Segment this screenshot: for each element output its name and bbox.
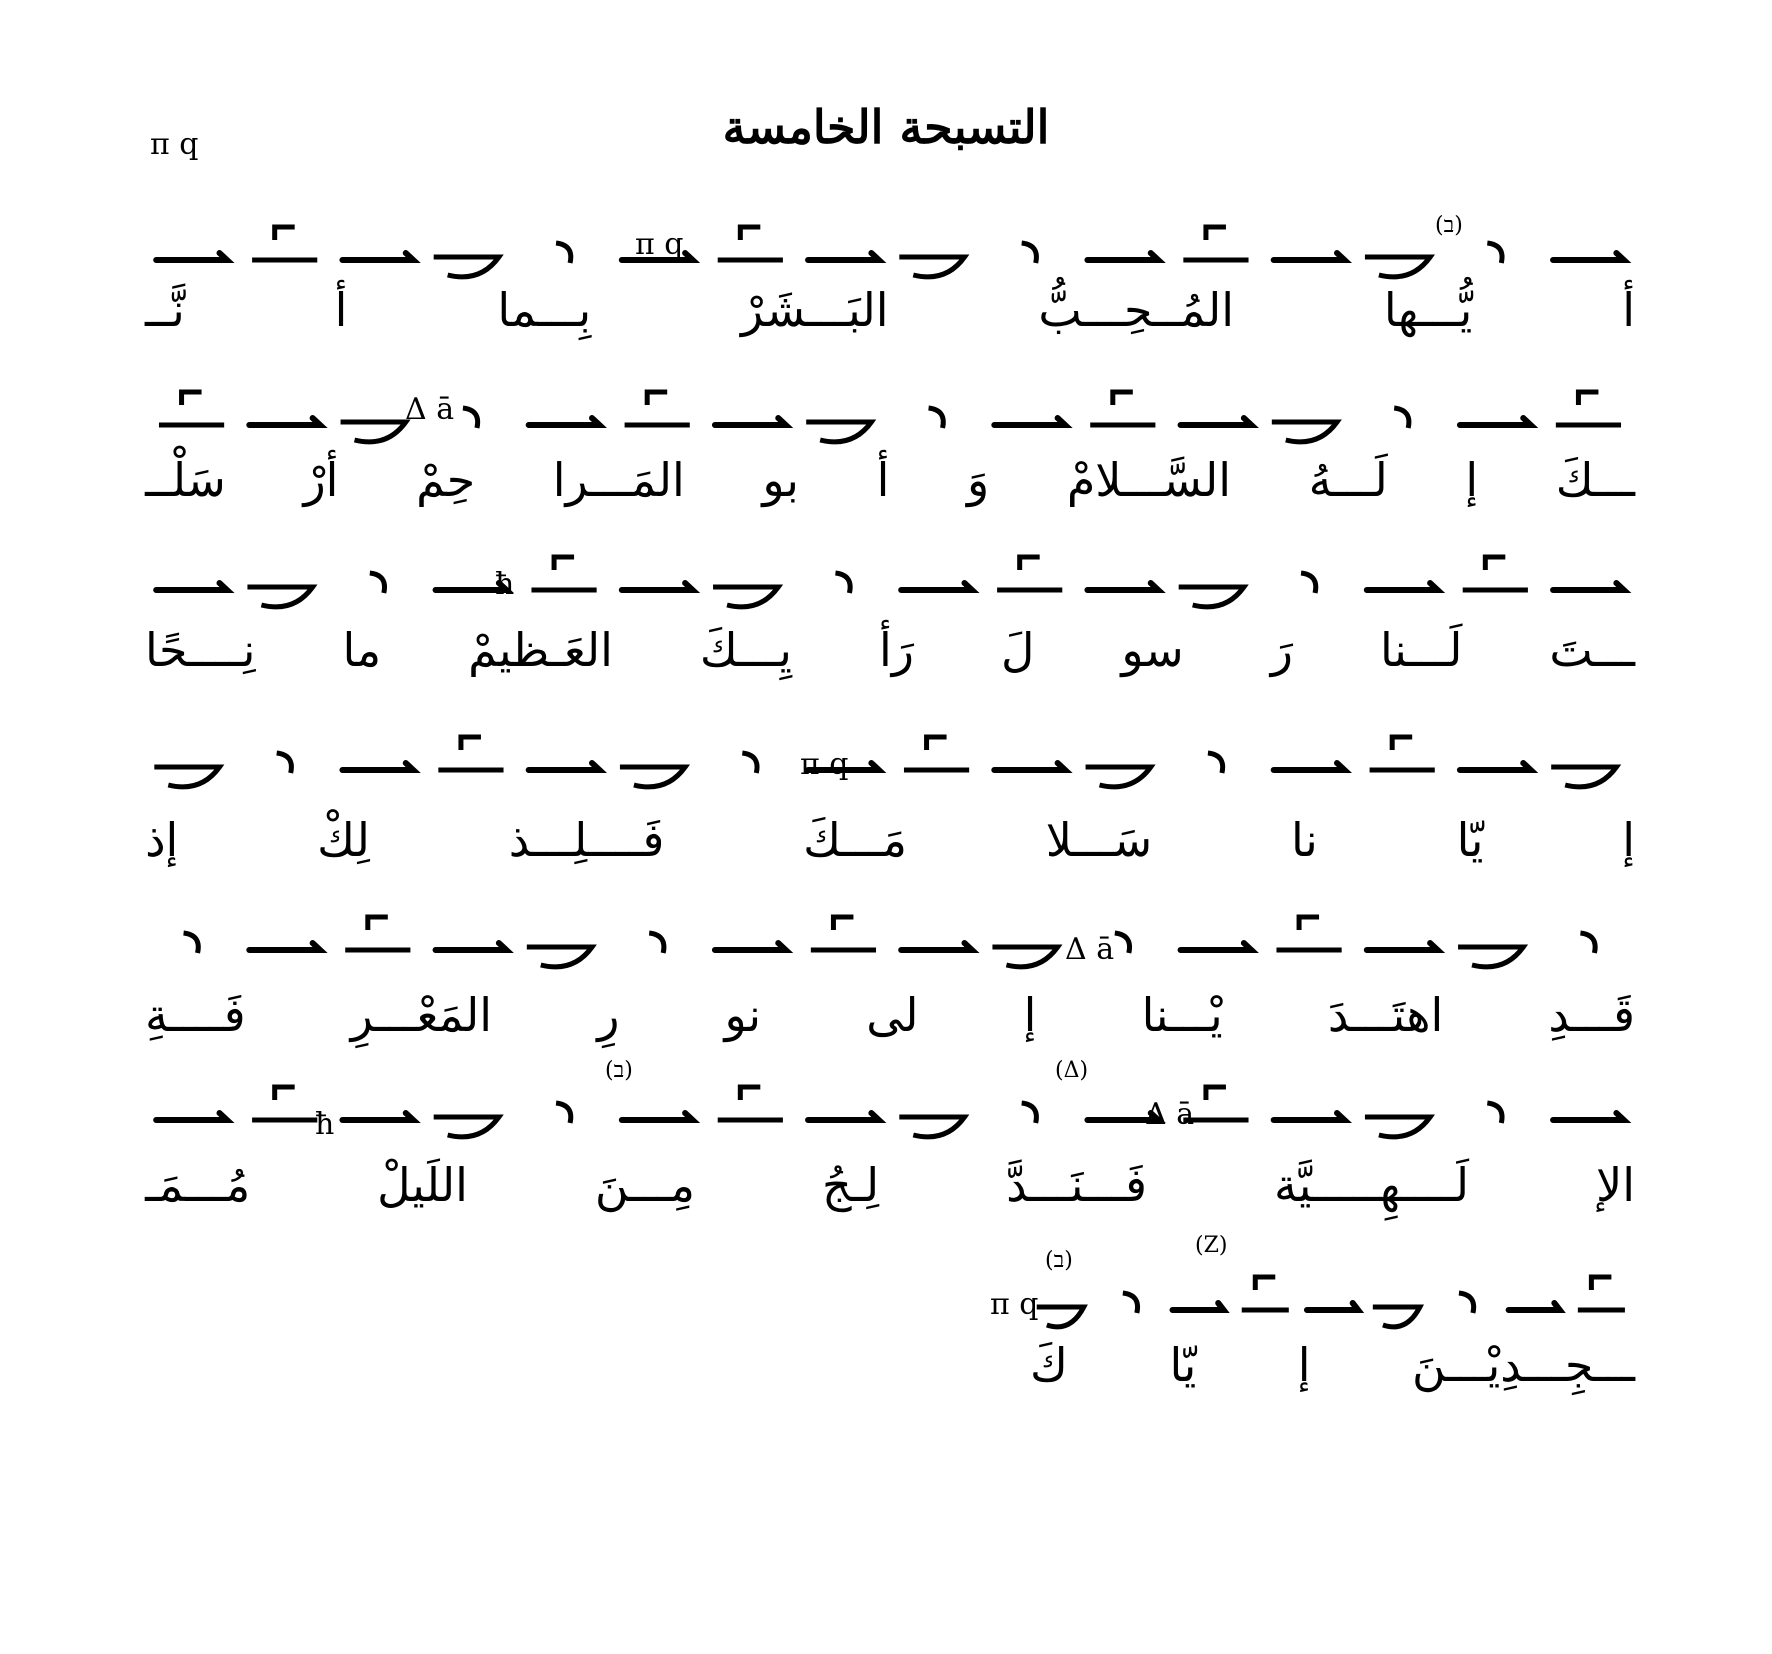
neume-glyph — [556, 1103, 571, 1123]
lyric-syllable: رِ — [597, 988, 620, 1042]
lyric-line-2 — [145, 445, 1635, 515]
lyric-syllable: المُــحِـــبُّ — [1038, 283, 1235, 337]
neume-label: (ב) — [605, 1058, 633, 1083]
lyric-line-6 — [145, 1150, 1635, 1220]
lyric-line-7 — [1030, 1330, 1635, 1400]
neume-glyph — [1274, 763, 1345, 770]
neume-glyph — [1458, 947, 1523, 967]
neume-glyph — [1487, 1103, 1502, 1123]
lyric-syllable: نِــــحًا — [145, 623, 256, 677]
martyria-mark: Δ ā — [1065, 932, 1115, 967]
lyric-syllable: يْـــنا — [1141, 988, 1223, 1042]
neume-glyph — [154, 767, 219, 787]
lyric-syllable: نا — [1291, 813, 1318, 867]
neume-glyph — [649, 933, 664, 953]
neume-glyph — [1551, 767, 1616, 787]
lyric-syllable: مُـــمَـ — [145, 1158, 251, 1212]
neume-glyph — [341, 422, 406, 442]
neume-glyph — [811, 917, 876, 950]
lyric-syllable: سَـــلا — [1045, 813, 1153, 867]
neume-line-6 — [145, 1065, 1635, 1155]
lyric-syllable: يِـــكَ — [699, 623, 792, 677]
neume-glyph — [252, 227, 317, 260]
neume-glyph — [901, 943, 972, 950]
lyric-syllable: بِـــما — [497, 283, 592, 337]
lyric-syllable: وَ — [966, 453, 990, 507]
neume-glyph — [625, 392, 690, 425]
neume-line-3 — [145, 535, 1635, 625]
lyric-syllable: السَّـــلامْ — [1066, 453, 1232, 507]
lyric-syllable: فَــــلِـــذ — [508, 813, 665, 867]
neume-glyph — [715, 943, 786, 950]
neume-glyph — [527, 947, 592, 967]
neume-glyph — [1487, 243, 1502, 263]
lyric-line-1 — [145, 275, 1635, 345]
neume-glyph — [463, 408, 478, 428]
neume-glyph — [1460, 763, 1531, 770]
lyric-syllable: حِمْ — [416, 453, 476, 507]
martyria-mark: ħ — [315, 1107, 335, 1142]
page-title: التسبحة الخامسة — [722, 100, 1050, 154]
lyric-syllable: إ — [1465, 453, 1479, 507]
neume-glyph — [622, 1113, 693, 1120]
lyric-syllable: لى — [866, 988, 919, 1042]
martyria-mark: π q — [990, 1287, 1039, 1322]
neume-glyph — [1022, 1103, 1037, 1123]
lyric-syllable: نو — [724, 988, 762, 1042]
neume-glyph — [1367, 943, 1438, 950]
lyric-syllable: ـــتَ — [1549, 623, 1635, 677]
neume-glyph — [994, 763, 1065, 770]
neume-line-4 — [145, 715, 1635, 805]
lyric-syllable: المَعْـــرِ — [350, 988, 493, 1042]
neume-glyph — [997, 557, 1062, 590]
lyric-syllable: يّا — [1456, 813, 1484, 867]
neume-glyph — [438, 737, 503, 770]
neume-glyph — [1037, 1307, 1084, 1327]
lyric-syllable: لَــــهِـــــيَّة — [1273, 1158, 1470, 1212]
neume-glyph — [620, 767, 685, 787]
neume-glyph — [713, 587, 778, 607]
neume-glyph — [1173, 1303, 1224, 1310]
neume-glyph — [1115, 933, 1130, 953]
lyric-syllable: مِـــنَ — [594, 1158, 695, 1212]
neume-line-5 — [145, 895, 1635, 985]
lyric-syllable: لِـجُ — [821, 1158, 880, 1212]
neume-glyph — [1553, 583, 1624, 590]
neume-glyph — [904, 737, 969, 770]
neume-glyph — [529, 418, 600, 425]
neume-glyph — [434, 1117, 499, 1137]
neume-glyph — [1276, 917, 1341, 950]
lyric-syllable: يّا — [1169, 1338, 1197, 1392]
lyric-syllable: المَـــرا — [552, 453, 685, 507]
neume-glyph — [808, 1113, 879, 1120]
neume-glyph — [1460, 418, 1531, 425]
neume-glyph — [1274, 1113, 1345, 1120]
lyric-syllable: ـــجِـــدِيْـــنَ — [1412, 1338, 1635, 1392]
neume-glyph — [1553, 253, 1624, 260]
neume-glyph — [1307, 1303, 1358, 1310]
neume-glyph — [1556, 392, 1621, 425]
neume-label: (ב) — [1435, 213, 1463, 238]
lyric-syllable: سو — [1121, 623, 1184, 677]
neume-label: (ב) — [1045, 1248, 1073, 1273]
neume-glyph — [1370, 737, 1435, 770]
neume-glyph — [159, 392, 224, 425]
lyric-syllable: كَ — [1030, 1338, 1068, 1392]
lyric-line-4 — [145, 805, 1635, 875]
neume-glyph — [718, 1087, 783, 1120]
neume-glyph — [1123, 1293, 1138, 1313]
lyric-syllable: مَـــكَ — [803, 813, 908, 867]
neume-glyph — [156, 253, 227, 260]
martyria-mark: π q — [800, 747, 849, 782]
martyria-mark: Δ ā — [1145, 1097, 1195, 1132]
lyric-syllable: أرْ — [303, 453, 339, 507]
lyric-syllable: رَأ — [878, 623, 914, 677]
neume-glyph — [1242, 1277, 1289, 1310]
lyric-syllable: بو — [762, 453, 799, 507]
neume-label: (Δ) — [1055, 1058, 1089, 1083]
lyric-syllable: لَـــنا — [1380, 623, 1463, 677]
neume-glyph — [156, 1113, 227, 1120]
neume-glyph — [929, 408, 944, 428]
neume-glyph — [184, 933, 199, 953]
neume-glyph — [715, 418, 786, 425]
neume-glyph — [1365, 257, 1430, 277]
lyric-syllable: لَ — [1000, 623, 1035, 677]
neume-glyph — [156, 583, 227, 590]
neume-glyph — [901, 583, 972, 590]
neume-glyph — [1090, 392, 1155, 425]
neume-glyph — [835, 573, 850, 593]
lyric-syllable: فَـــنَـــدَّ — [1006, 1158, 1147, 1212]
lyric-syllable: سَلْــ — [145, 453, 226, 507]
lyric-syllable: لِكْ — [317, 813, 370, 867]
lyric-syllable: إذ — [145, 813, 179, 867]
lyric-syllable: أ — [334, 283, 348, 337]
neume-glyph — [247, 587, 312, 607]
neume-glyph — [806, 422, 871, 442]
lyric-syllable: ما — [342, 623, 382, 677]
neume-glyph — [899, 257, 964, 277]
neume-glyph — [1086, 767, 1151, 787]
lyric-line-3 — [145, 615, 1635, 685]
neume-glyph — [742, 753, 757, 773]
neume-glyph — [808, 253, 879, 260]
neume-glyph — [1459, 1293, 1474, 1313]
neume-glyph — [1580, 933, 1595, 953]
neume-glyph — [370, 573, 385, 593]
neume-glyph — [1274, 253, 1345, 260]
neume-glyph — [342, 763, 413, 770]
neume-glyph — [1179, 587, 1244, 607]
lyric-syllable: ـــكَ — [1555, 453, 1635, 507]
lyric-syllable: فَــــةِ — [145, 988, 246, 1042]
neume-glyph — [1394, 408, 1409, 428]
lyric-syllable: اهتَـــدَ — [1327, 988, 1444, 1042]
lyric-syllable: إ — [1023, 988, 1037, 1042]
lyric-syllable: يُّـــها — [1383, 283, 1473, 337]
lyric-syllable: إ — [1622, 813, 1635, 867]
neume-glyph — [1208, 753, 1223, 773]
neume-glyph — [556, 243, 571, 263]
neume-label: (Z) — [1195, 1233, 1228, 1258]
lyric-syllable: اللَيلْ — [377, 1158, 468, 1212]
neume-glyph — [529, 763, 600, 770]
neume-glyph — [1553, 1113, 1624, 1120]
neume-glyph — [249, 418, 320, 425]
neume-glyph — [1183, 227, 1248, 260]
neume-glyph — [1301, 573, 1316, 593]
lyric-syllable: الإ — [1595, 1158, 1635, 1212]
neume-glyph — [1087, 583, 1158, 590]
neume-glyph — [899, 1117, 964, 1137]
lyric-syllable: البَـــشَرْ — [741, 283, 889, 337]
neume-glyph — [436, 943, 507, 950]
lyric-line-5 — [145, 980, 1635, 1050]
lyric-syllable: نَّــ — [145, 283, 185, 337]
martyria-mark: π q — [150, 127, 199, 162]
martyria-mark: Δ ā — [405, 392, 455, 427]
neume-glyph — [345, 917, 410, 950]
neume-glyph — [249, 943, 320, 950]
neume-glyph — [1509, 1303, 1560, 1310]
martyria-mark: ħ — [495, 567, 515, 602]
neume-glyph — [1022, 243, 1037, 263]
lyric-syllable: إ — [1297, 1338, 1311, 1392]
neume-glyph — [1087, 253, 1158, 260]
neume-glyph — [1578, 1277, 1625, 1310]
neume-glyph — [1367, 583, 1438, 590]
neume-glyph — [718, 227, 783, 260]
neume-glyph — [994, 418, 1065, 425]
lyric-syllable: أ — [876, 453, 890, 507]
neume-glyph — [1365, 1117, 1430, 1137]
neume-glyph — [1463, 557, 1528, 590]
neume-glyph — [342, 253, 413, 260]
lyric-syllable: لَـــهُ — [1308, 453, 1388, 507]
neume-glyph — [1181, 418, 1252, 425]
martyria-mark: π q — [635, 227, 684, 262]
neume-glyph — [434, 257, 499, 277]
neume-glyph — [342, 1113, 413, 1120]
neume-glyph — [252, 1087, 317, 1120]
neume-glyph — [1272, 422, 1337, 442]
neume-glyph — [992, 947, 1057, 967]
neume-glyph — [277, 753, 292, 773]
neume-glyph — [622, 583, 693, 590]
lyric-syllable: أ — [1622, 283, 1635, 337]
neume-glyph — [1373, 1307, 1420, 1327]
lyric-syllable: رَ — [1270, 623, 1293, 677]
lyric-syllable: العَـظيمْ — [468, 623, 613, 677]
neume-glyph — [531, 557, 596, 590]
lyric-syllable: قَـــدِ — [1548, 988, 1635, 1042]
neume-glyph — [1181, 943, 1252, 950]
